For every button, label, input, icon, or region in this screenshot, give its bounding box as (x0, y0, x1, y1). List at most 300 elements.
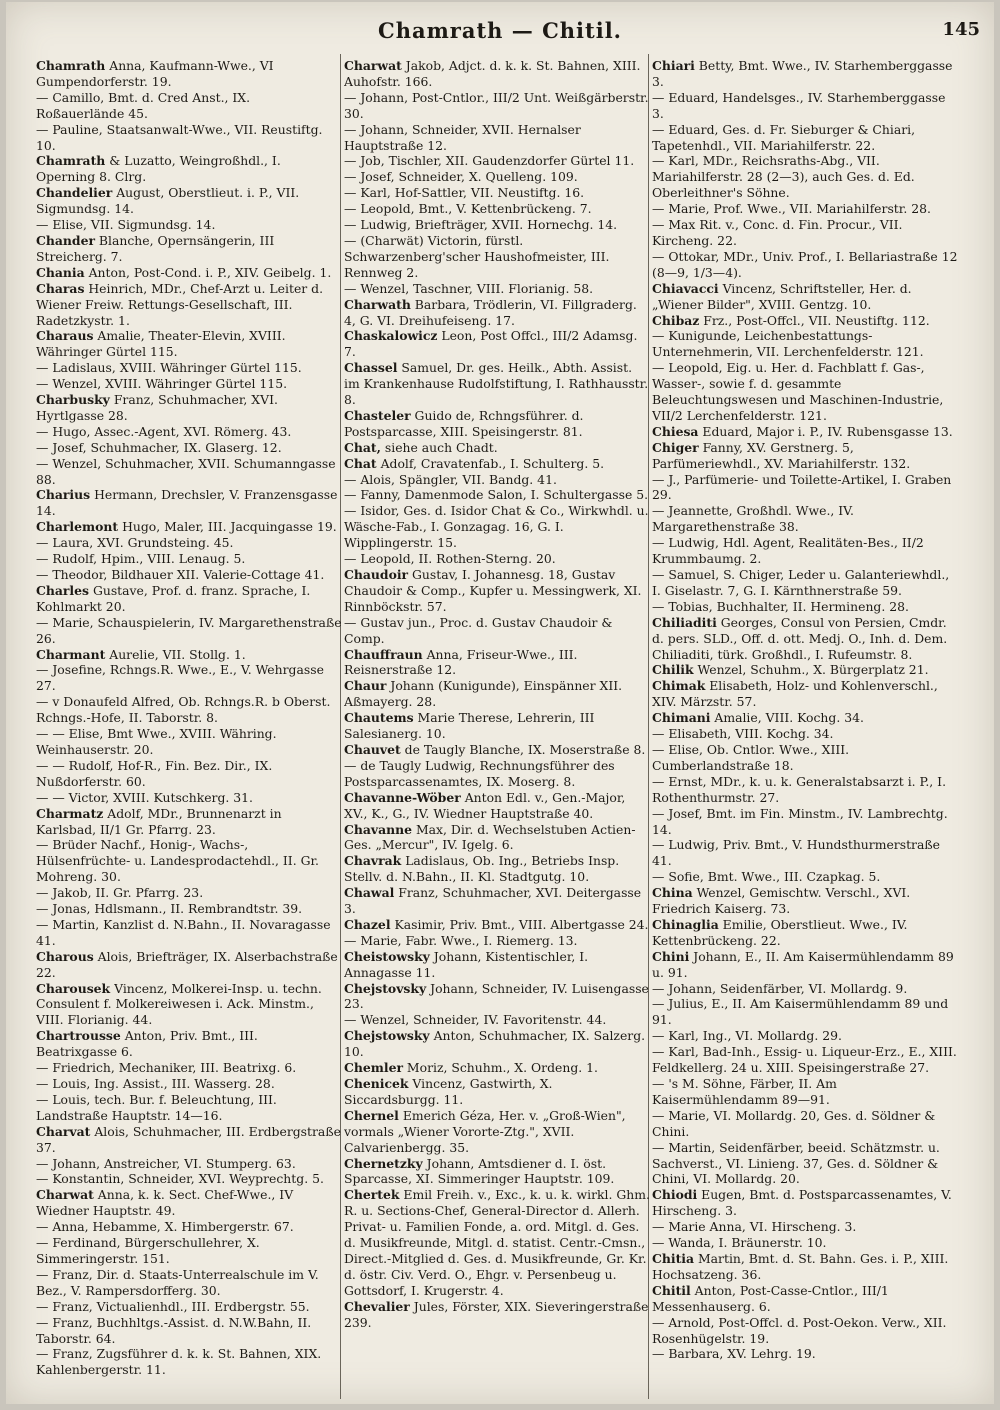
directory-entry (652, 710, 958, 726)
directory-entry (652, 153, 958, 201)
entry-text: — Karl, Bad-Inh., Essig- u. Liqueur-Erz., E., XIII. Feldkellerg. 24 u. XIII. Speisingerstraße 27. (652, 1044, 957, 1076)
directory-entry (344, 1060, 650, 1076)
entry-surname: Chaur (344, 678, 387, 694)
entry-text: Heinrich, MDr., Chef-Arzt u. Leiter d. Wiener Freiw. Rettungs-Gesellschaft, III. Radetzkystr. 1. (36, 280, 324, 328)
entry-surname: Chautems (344, 710, 414, 726)
page-header (6, 18, 994, 48)
directory-entry (344, 487, 650, 503)
entry-text: de Taugly Blanche, IX. Moserstraße 8. (400, 741, 646, 757)
entry-text: — Marie Anna, VI. Hirscheng. 3. (652, 1219, 857, 1235)
directory-entry (36, 440, 342, 456)
entry-text: Jakob, Adjct. d. k. k. St. Bahnen, XIII. Auhofstr. 166. (344, 58, 641, 89)
entry-text: Martin, Bmt. d. St. Bahn. Ges. i. P., XIII. Hochsatzeng. 36. (652, 1250, 949, 1282)
entry-surname: Chawal (344, 885, 395, 901)
directory-entry (36, 1060, 342, 1076)
directory-entry (36, 1346, 342, 1378)
directory-entry (36, 790, 342, 806)
directory-entry (344, 853, 650, 885)
entry-text: — Marie, Fabr. Wwe., I. Riemerg. 13. (344, 932, 578, 948)
directory-entry (344, 153, 650, 169)
entry-text: Wenzel, Schuhm., X. Bürgerplatz 21. (693, 662, 929, 678)
entry-text: Elisabeth, Holz- und Kohlenverschl., XIV. Märzstr. 57. (652, 678, 938, 710)
directory-entry (36, 487, 342, 519)
entry-surname: Chibaz (652, 312, 700, 328)
entry-surname: Chasteler (344, 407, 411, 423)
directory-entry (652, 1283, 958, 1315)
entry-text: Johann (Kunigunde), Einspänner XII. Aßmayerg. 28. (344, 678, 623, 710)
entry-surname: Charwath (344, 296, 411, 312)
directory-entry (344, 185, 650, 201)
entry-text: Blanche, Opernsängerin, III Streicherg. 7. (36, 232, 275, 264)
entry-text: — (Charwät) Victorin, fürstl. Schwarzenberg'scher Haushofmeister, III. Rennweg 2. (344, 232, 610, 280)
directory-entry (36, 726, 342, 758)
directory-entry (652, 440, 958, 472)
entry-text: Barbara, Trödlerin, VI. Fillgraderg. 4, G. VI. Dreihufeiseng. 17. (344, 296, 637, 328)
entry-surname: Chejstovsky (344, 980, 427, 996)
directory-entry (36, 551, 342, 567)
entry-surname: Chimani (652, 710, 711, 726)
entry-surname: Chiari (652, 58, 695, 73)
directory-entry (652, 949, 958, 981)
entry-surname: Charmatz (36, 805, 104, 821)
directory-entry (36, 885, 342, 901)
directory-entry (36, 567, 342, 583)
directory-entry (344, 217, 650, 233)
entry-surname: Chat, (344, 439, 381, 455)
directory-entry (344, 1108, 650, 1156)
directory-entry (36, 535, 342, 551)
directory-column-2 (344, 58, 650, 1398)
entry-surname: Chiliaditi (652, 614, 717, 630)
directory-entry (36, 90, 342, 122)
entry-text: Marie Therese, Lehrerin, III Salesianerg. 10. (344, 710, 595, 742)
entry-text: — v Donaufeld Alfred, Ob. Rchngs.R. b Oberst. Rchngs.-Hofe, II. Taborstr. 8. (36, 694, 331, 726)
directory-entry (36, 1028, 342, 1060)
entry-surname: Cheistowsky (344, 948, 430, 964)
entry-text: — Jakob, II. Gr. Pfarrg. 23. (36, 885, 204, 901)
entry-text: Anton Edl. v., Gen.-Major, XV., K., G., IV. Wiedner Hauptstraße 40. (344, 789, 626, 821)
entry-text: Wenzel, Gemischtw. Verschl., XVI. Friedrich Kaiserg. 73. (652, 885, 911, 917)
entry-text: Johann, Kistentischler, I. Annagasse 11. (344, 948, 589, 980)
entry-text: — Franz, Buchhltgs.-Assist. d. N.W.Bahn, II. Taborstr. 64. (36, 1314, 312, 1346)
directory-entry (652, 1076, 958, 1108)
entry-text: & Luzatto, Weingroßhdl., I. Operning 8. Clrg. (36, 153, 281, 185)
directory-entry (344, 742, 650, 758)
entry-text: — Josefine, Rchngs.R. Wwe., E., V. Wehrgasse 27. (36, 662, 324, 694)
entry-text: — Jeannette, Großhdl. Wwe., IV. Margarethenstraße 38. (652, 503, 854, 535)
entry-surname: Chassel (344, 360, 398, 376)
entry-text: Eugen, Bmt. d. Postsparcassenamtes, V. Hirscheng. 3. (652, 1187, 952, 1219)
directory-entry (36, 758, 342, 790)
directory-entry (36, 981, 342, 1029)
directory-entry (344, 233, 650, 281)
directory-entry (652, 996, 958, 1028)
directory-entry (344, 360, 650, 408)
entry-text: Samuel, Dr. ges. Heilk., Abth. Assist. im Krankenhause Rudolfstiftung, I. Rathhausstr. 8. (344, 360, 649, 408)
directory-entry (36, 153, 342, 185)
directory-entry (36, 901, 342, 917)
entry-text: Emil Freih. v., Exc., k. u. k. wirkl. Ghm. R. u. Sections-Chef, General-Director d. Allerh. Privat- u. Familien Fonde, a. ord. Mitgl. d. Ges. d. Musikfreunde, Mitgl. d. statist. Centr.-Cmsn., Direct.-Mitglied d. Ges. d. Musikfreunde, Gr. Kr. d. östr. Civ. Verd. O., Ehgr. v. Persenbeug u. Gottsdorf, I. Krugerstr. 4. (344, 1187, 650, 1298)
entry-text: Frz., Post-Offcl., VII. Neustiftg. 112. (699, 312, 930, 328)
directory-entry (36, 1171, 342, 1187)
entry-text: — Max Rit. v., Conc. d. Fin. Procur., VII. Kircheng. 22. (652, 217, 903, 248)
directory-entry (652, 599, 958, 615)
entry-text: Leon, Post Offcl., III/2 Adamsg. 7. (344, 328, 638, 360)
entry-text: — Louis, tech. Bur. f. Beleuchtung, III. Landstraße Hauptstr. 14—16. (36, 1091, 277, 1123)
entry-text: — Barbara, XV. Lehrg. 19. (652, 1346, 816, 1362)
directory-entry (652, 567, 958, 599)
directory-entry (36, 360, 342, 376)
entry-surname: Chander (36, 232, 95, 248)
entry-surname: Chaskalowicz (344, 328, 438, 344)
directory-entry (652, 281, 958, 313)
entry-text: — 's M. Söhne, Färber, II. Am Kaisermühlendamm 89—91. (652, 1076, 837, 1107)
directory-entry (344, 1187, 650, 1298)
directory-entry (652, 1108, 958, 1140)
entry-surname: Charous (36, 948, 94, 964)
directory-entry (36, 1187, 342, 1219)
directory-entry (36, 424, 342, 440)
entry-text: — Fanny, Damenmode Salon, I. Schultergasse 5. (344, 487, 649, 503)
directory-entry (344, 90, 650, 122)
directory-entry (36, 949, 342, 981)
entry-text: — Leopold, Eig. u. Her. d. Fachblatt f. Gas-, Wasser-, sowie f. d. gesammte Beleuchtungswesen und Maschinen-Industrie, VII/2 Lerchenfelderstr. 121. (652, 360, 944, 423)
entry-text: — Ludwig, Hdl. Agent, Realitäten-Bes., II/2 Krummbaumg. 2. (652, 535, 924, 567)
entry-text: Johann, Schneider, IV. Luisengasse 23. (344, 980, 649, 1012)
entry-text: — Wanda, I. Bräunerstr. 10. (652, 1235, 827, 1251)
directory-entry (652, 1251, 958, 1283)
entry-text: — Karl, Hof-Sattler, VII. Neustiftg. 16. (344, 185, 585, 201)
directory-entry (36, 1315, 342, 1347)
directory-entry (652, 1315, 958, 1347)
entry-text: — Marie, Prof. Wwe., VII. Mariahilferstr. 28. (652, 201, 931, 217)
entry-text: — Leopold, Bmt., V. Kettenbrückeng. 7. (344, 201, 592, 217)
entry-text: Adolf, MDr., Brunnenarzt in Karlsbad, II/1 Gr. Pfarrg. 23. (36, 805, 282, 837)
entry-text: Franz, Schuhmacher, XVI. Hyrtlgasse 28. (36, 392, 278, 423)
directory-entry (344, 790, 650, 822)
entry-text: — Hugo, Assec.-Agent, XVI. Römerg. 43. (36, 423, 292, 439)
entry-text: — Kunigunde, Leichenbestattungs-Unternehmerin, VII. Lerchenfelderstr. 121. (652, 328, 924, 360)
entry-surname: Charius (36, 487, 91, 503)
directory-entry (36, 615, 342, 647)
entry-text: — Ferdinand, Bürgerschullehrer, X. Simmeringerstr. 151. (36, 1235, 260, 1266)
entry-text: Kasimir, Priv. Bmt., VIII. Albertgasse 24. (390, 916, 649, 932)
directory-entry (344, 503, 650, 551)
directory-entry (652, 1346, 958, 1362)
entry-text: Emilie, Oberstlieut. Wwe., IV. Kettenbrückeng. 22. (652, 916, 908, 948)
entry-surname: Chiodi (652, 1187, 698, 1203)
directory-entry (344, 949, 650, 981)
directory-entry (344, 408, 650, 440)
entry-text: — — Victor, XVIII. Kutschkerg. 31. (36, 789, 253, 805)
entry-text: Anna, Friseur-Wwe., III. Reisnerstraße 12. (344, 646, 578, 678)
entry-text: — Josef, Bmt. im Fin. Minstm., IV. Lambrechtg. 14. (652, 805, 948, 837)
directory-entry (652, 122, 958, 154)
directory-entry (36, 1219, 342, 1235)
directory-entry (344, 1028, 650, 1060)
entry-text: Amalie, Theater-Elevin, XVIII. Währinger Gürtel 115. (36, 328, 286, 360)
entry-surname: Chilik (652, 662, 694, 678)
directory-entry (36, 837, 342, 885)
entry-text: — Job, Tischler, XII. Gaudenzdorfer Gürtel 11. (344, 153, 635, 169)
entry-text: — Ernst, MDr., k. u. k. Generalstabsarzt i. P., I. Rothenthurmstr. 27. (652, 773, 947, 805)
entry-surname: Chernetzky (344, 1155, 423, 1171)
directory-entry (344, 981, 650, 1013)
directory-entry (36, 1235, 342, 1267)
entry-text: Johann, Amtsdiener d. I. öst. Sparcasse, XI. Simmeringer Hauptstr. 109. (344, 1155, 615, 1187)
directory-entry (344, 122, 650, 154)
entry-text: Vincenz, Schriftsteller, Her. d. „Wiener Bilder", XVIII. Gentzg. 10. (652, 280, 912, 312)
entry-text: — Elisabeth, VIII. Kochg. 34. (652, 726, 834, 742)
directory-entry (344, 710, 650, 742)
entry-text: — Elise, Ob. Cntlor. Wwe., XIII. Cumberlandstraße 18. (652, 741, 850, 773)
directory-entry (36, 233, 342, 265)
directory-entry (652, 678, 958, 710)
directory-entry (652, 774, 958, 806)
entry-text: — Louis, Ing. Assist., III. Wasserg. 28. (36, 1076, 275, 1091)
entry-text: — Josef, Schneider, X. Quelleng. 109. (344, 169, 578, 185)
entry-text: Fanny, XV. Gerstnerg. 5, Parfümeriewhdl., XV. Mariahilferstr. 132. (652, 439, 911, 471)
entry-text: — Eduard, Handelsges., IV. Starhemberggasse 3. (652, 89, 946, 121)
entry-text: Gustav, I. Johannesg. 18, Gustav Chaudoir & Comp., Kupfer u. Messingwerk, XI. Rinnböckstr. 57. (344, 567, 642, 614)
entry-text: — Theodor, Bildhauer XII. Valerie-Cottage 41. (36, 567, 325, 582)
directory-entry (36, 1267, 342, 1299)
entry-text: — Franz, Victualienhdl., III. Erdbergstr. 55. (36, 1298, 310, 1314)
directory-entry (652, 217, 958, 249)
directory-entry (36, 662, 342, 694)
entry-text: — Franz, Zugsführer d. k. k. St. Bahnen, XIX. Kahlenbergerstr. 11. (36, 1346, 322, 1378)
entry-text: — Ludwig, Briefträger, XVII. Hornechg. 14. (344, 217, 618, 233)
directory-entry (652, 1140, 958, 1188)
directory-entry (344, 1156, 650, 1188)
directory-entry (652, 58, 958, 90)
entry-text: — Johann, Seidenfärber, VI. Mollardg. 9. (652, 980, 908, 996)
directory-entry (344, 567, 650, 615)
entry-surname: Chavrak (344, 853, 402, 869)
directory-page (6, 2, 994, 1404)
entry-surname: Chernel (344, 1107, 399, 1123)
directory-entry (36, 694, 342, 726)
entry-text: — Brüder Nachf., Honig-, Wachs-, Hülsenfrüchte- u. Landesprodactehdl., II. Gr. Mohreng. 30. (36, 837, 319, 885)
entry-text: Amalie, VIII. Kochg. 34. (710, 710, 864, 726)
entry-text: — Julius, E., II. Am Kaisermühlendamm 89 und 91. (652, 996, 949, 1028)
entry-surname: Chinaglia (652, 916, 719, 932)
entry-surname: Chandelier (36, 185, 113, 201)
entry-surname: Charas (36, 280, 85, 296)
directory-entry (652, 1044, 958, 1076)
entry-surname: Chejstowsky (344, 1028, 430, 1044)
entry-text: — Johann, Post-Cntlor., III/2 Unt. Weißgärberstr. 30. (344, 89, 649, 121)
entry-text: Vincenz, Gastwirth, X. Siccardsburgg. 11. (344, 1076, 553, 1107)
entry-surname: Charwat (36, 1187, 94, 1203)
entry-text: — Martin, Seidenfärber, beeid. Schätzmstr. u. Sachverst., VI. Linieng. 37, Ges. d. Söldner & Chini, VI. Mollardg. 20. (652, 1139, 940, 1187)
entry-surname: Chavanne-Wöber (344, 789, 461, 805)
entry-surname: Charwat (344, 58, 402, 73)
entry-text: siehe auch Chadt. (380, 439, 498, 455)
entry-text: Max, Dir. d. Wechselstuben Actien-Ges. „Mercur", IV. Igelg. 6. (344, 821, 636, 853)
entry-text: Georges, Consul von Persien, Cmdr. d. pers. SLD., Off. d. ott. Medj. O., Inh. d. Dem. Chiliaditi, türk. Großhdl., I. Rufeumstr. 8. (652, 614, 948, 662)
directory-entry (652, 662, 958, 678)
entry-text: — Anna, Hebamme, X. Himbergerstr. 67. (36, 1219, 294, 1235)
directory-entry (652, 726, 958, 742)
entry-text: Hugo, Maler, III. Jacquingasse 19. (118, 519, 337, 535)
entry-text: — Wenzel, Taschner, VIII. Florianig. 58. (344, 280, 594, 296)
directory-entry (652, 1187, 958, 1219)
directory-entry (344, 678, 650, 710)
directory-entry (36, 1124, 342, 1156)
entry-surname: Chaudoir (344, 567, 409, 582)
entry-surname: Charlemont (36, 519, 119, 535)
entry-text: Eduard, Major i. P., IV. Rubensgasse 13. (698, 423, 953, 439)
entry-surname: Chevalier (344, 1298, 410, 1314)
directory-entry (36, 328, 342, 360)
entry-surname: Chania (36, 264, 85, 280)
entry-text: — Josef, Schuhmacher, IX. Glaserg. 12. (36, 439, 282, 455)
directory-entry (344, 758, 650, 790)
entry-text: — Johann, Schneider, XVII. Hernalser Hauptstraße 12. (344, 121, 581, 153)
entry-surname: Chat (344, 455, 377, 471)
entry-text: Anton, Post-Casse-Cntlor., III/1 Messenhauserg. 6. (652, 1282, 889, 1314)
entry-text: — Wenzel, XVIII. Währinger Gürtel 115. (36, 376, 288, 392)
directory-entry (652, 806, 958, 838)
entry-text: — Camillo, Bmt. d. Cred Anst., IX. Roßauerlände 45. (36, 89, 251, 121)
entry-text: — Franz, Dir. d. Staats-Unterrealschule im V. Bez., V. Rampersdorfferg. 30. (36, 1266, 319, 1298)
directory-column-3 (652, 58, 958, 1398)
directory-entry (36, 456, 342, 488)
entry-text: Hermann, Drechsler, V. Franzensgasse 14. (36, 487, 338, 519)
directory-entry (36, 806, 342, 838)
entry-text: — Gustav jun., Proc. d. Gustav Chaudoir & Comp. (344, 614, 613, 646)
entry-surname: Chitil (652, 1282, 691, 1298)
entry-surname: Charmant (36, 646, 106, 662)
directory-entry (652, 201, 958, 217)
entry-text: Anton, Post-Cond. i. P., XIV. Geibelg. 1. (84, 264, 332, 280)
directory-entry (344, 440, 650, 456)
page-title: Chamrath — Chitil. (378, 18, 622, 43)
directory-entry (344, 1076, 650, 1108)
directory-entry (652, 535, 958, 567)
directory-entry (652, 90, 958, 122)
directory-entry (652, 1028, 958, 1044)
entry-surname: Chazel (344, 916, 391, 932)
entry-surname: Charousek (36, 980, 111, 996)
entry-text: — Marie, Schauspielerin, IV. Margarethenstraße 26. (36, 614, 342, 646)
directory-entry (344, 472, 650, 488)
entry-text: Betty, Bmt. Wwe., IV. Starhemberggasse 3. (652, 58, 953, 89)
entry-text: Moriz, Schuhm., X. Ordeng. 1. (402, 1060, 598, 1076)
entry-text: Emerich Géza, Her. v. „Groß-Wien", vormals „Wiener Vororte-Ztg.", XVII. Calvarienbergg. 35. (344, 1107, 626, 1155)
directory-entry (344, 281, 650, 297)
directory-entry (36, 1076, 342, 1092)
entry-text: — Rudolf, Hpim., VIII. Lenaug. 5. (36, 551, 246, 567)
entry-text: — Jonas, Hdlsmann., II. Rembrandtstr. 39. (36, 901, 303, 917)
directory-entry (36, 281, 342, 329)
entry-text: — Laura, XVI. Grundsteing. 45. (36, 535, 234, 551)
entry-text: — Samuel, S. Chiger, Leder u. Galanteriewhdl., I. Giselastr. 7, G. I. Kärnthnerstraße 59. (652, 567, 950, 598)
directory-entry (36, 58, 342, 90)
directory-entry (344, 297, 650, 329)
directory-entry (344, 1012, 650, 1028)
entry-text: — Pauline, Staatsanwalt-Wwe., VII. Reustiftg. 10. (36, 121, 323, 153)
entry-surname: Chemler (344, 1060, 403, 1076)
directory-entry (344, 58, 650, 90)
directory-entry (344, 822, 650, 854)
directory-entry (652, 615, 958, 663)
entry-surname: China (652, 885, 693, 901)
directory-entry (344, 615, 650, 647)
entry-text: — Wenzel, Schneider, IV. Favoritenstr. 44. (344, 1012, 607, 1028)
directory-entry (36, 1299, 342, 1315)
directory-entry (36, 265, 342, 281)
entry-text: Johann, E., II. Am Kaisermühlendamm 89 u. 91. (652, 948, 954, 980)
entry-surname: Charvat (36, 1123, 91, 1139)
entry-text: — Karl, MDr., Reichsraths-Abg., VII. Mariahilferstr. 28 (2—3), auch Ges. d. Ed. Oberleithner's Söhne. (652, 153, 915, 201)
entry-text: — Wenzel, Schuhmacher, XVII. Schumanngasse 88. (36, 455, 336, 487)
entry-text: — de Taugly Ludwig, Rechnungsführer des Postsparcassenamtes, IX. Moserg. 8. (344, 757, 615, 789)
directory-entry (652, 424, 958, 440)
entry-text: — Leopold, II. Rothen-Sterng. 20. (344, 551, 556, 567)
directory-entry (652, 1219, 958, 1235)
entry-surname: Chartrousse (36, 1028, 121, 1044)
directory-entry (344, 169, 650, 185)
directory-entry (36, 1156, 342, 1172)
entry-text: Jules, Förster, XIX. Sieveringerstraße 239. (344, 1298, 649, 1330)
directory-entry (652, 1235, 958, 1251)
entry-text: — Tobias, Buchhalter, II. Hermineng. 28. (652, 598, 909, 614)
entry-text: — Martin, Kanzlist d. N.Bahn., II. Novaragasse 41. (36, 916, 331, 948)
entry-surname: Chitia (652, 1250, 695, 1266)
entry-text: Vincenz, Molkerei-Insp. u. techn. Consulent f. Molkereiwesen i. Ack. Minstm., VIII. Florianig. 44. (36, 980, 322, 1028)
entry-surname: Chenicek (344, 1076, 409, 1091)
entry-surname: Chiesa (652, 423, 699, 439)
entry-text: Anton, Priv. Bmt., III. Beatrixgasse 6. (36, 1028, 258, 1060)
directory-entry (652, 313, 958, 329)
entry-text: — Marie, VI. Mollardg. 20, Ges. d. Söldner & Chini. (652, 1107, 936, 1139)
directory-entry (344, 456, 650, 472)
entry-text: Franz, Schuhmacher, XVI. Deitergasse 3. (344, 885, 642, 917)
page-number: 145 (942, 19, 980, 40)
directory-entry (36, 519, 342, 535)
directory-entry (36, 217, 342, 233)
entry-text: — Alois, Spängler, VII. Bandg. 41. (344, 471, 557, 487)
directory-entry (652, 981, 958, 997)
directory-entry (652, 472, 958, 504)
entry-text: Adolf, Cravatenfab., I. Schulterg. 5. (376, 455, 605, 471)
entry-surname: Chavanne (344, 821, 413, 837)
directory-entry (652, 917, 958, 949)
entry-text: — Elise, VII. Sigmundsg. 14. (36, 217, 216, 233)
entry-text: — — Rudolf, Hof-R., Fin. Bez. Dir., IX. Nußdorferstr. 60. (36, 757, 273, 789)
directory-entry (36, 917, 342, 949)
entry-surname: Charaus (36, 328, 94, 344)
directory-entry (652, 503, 958, 535)
directory-entry (36, 1092, 342, 1124)
entry-text: — Friedrich, Mechaniker, III. Beatrixg. 6. (36, 1060, 297, 1076)
entry-text: Guido de, Rchngsführer. d. Postsparcasse, XIII. Speisingerstr. 81. (344, 407, 584, 439)
entry-text: — Ladislaus, XVIII. Währinger Gürtel 115. (36, 360, 302, 376)
directory-entry (652, 885, 958, 917)
entry-surname: Chiavacci (652, 280, 719, 296)
entry-text: Aurelie, VII. Stollg. 1. (105, 646, 246, 662)
directory-entry (36, 122, 342, 154)
directory-entry (344, 885, 650, 917)
entry-text: — Johann, Anstreicher, VI. Stumperg. 63. (36, 1155, 296, 1171)
directory-column-1 (36, 58, 342, 1398)
entry-surname: Chamrath (36, 153, 106, 169)
directory-entry (36, 392, 342, 424)
entry-text: Gustave, Prof. d. franz. Sprache, I. Kohlmarkt 20. (36, 582, 311, 614)
entry-text: Anna, k. k. Sect. Chef-Wwe., IV Wiedner Hauptstr. 49. (36, 1187, 294, 1219)
